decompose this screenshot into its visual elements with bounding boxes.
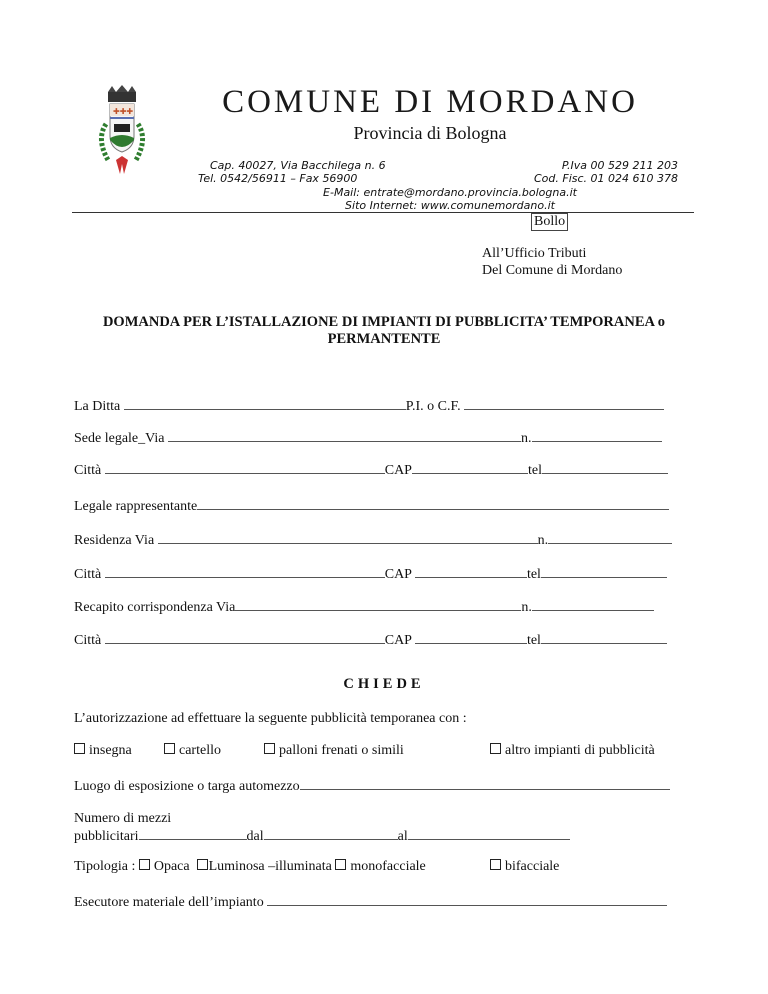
checkbox-icon[interactable] <box>164 743 175 754</box>
sede-via-field[interactable] <box>168 428 521 442</box>
checkbox-icon[interactable] <box>197 859 208 870</box>
option-label: bifacciale <box>505 859 560 874</box>
chiede-heading: CHIEDE <box>343 676 425 692</box>
citta-field-1[interactable] <box>105 460 385 474</box>
tipologia-bifacciale[interactable] <box>490 858 559 875</box>
row-legale <box>74 496 669 515</box>
pi-cf-field[interactable] <box>464 396 664 410</box>
citta-field-3[interactable] <box>105 630 385 644</box>
recapito-via-label: Recapito corrispondenza Via <box>74 600 236 615</box>
option-label: Luminosa –illuminata <box>208 859 332 874</box>
legale-label: Legale rappresentante <box>74 499 198 514</box>
row-tipologia <box>74 858 426 875</box>
tipologia-label: Tipologia : <box>74 859 136 874</box>
recapito-n-field[interactable] <box>532 597 654 611</box>
option-label: monofacciale <box>350 859 426 874</box>
province-subtitle: Provincia di Bologna <box>353 123 507 143</box>
checkbox-icon[interactable] <box>139 859 150 870</box>
codfisc-text: Cod. Fisc. 01 024 610 378 <box>533 172 678 185</box>
tel-label: tel <box>526 567 541 582</box>
tipologia-opaca[interactable] <box>139 859 190 874</box>
checkbox-icon[interactable] <box>264 743 275 754</box>
sede-via-label: Sede legale_Via <box>74 431 165 446</box>
form-title <box>70 314 698 348</box>
esecutore-field[interactable] <box>267 892 667 906</box>
dal-label: dal <box>246 829 264 844</box>
tel-label: tel <box>526 633 541 648</box>
option-cartello[interactable] <box>164 742 221 759</box>
piva-text: P.Iva 00 529 211 203 <box>561 159 678 172</box>
legale-field[interactable] <box>197 496 669 510</box>
checkbox-icon[interactable] <box>490 743 501 754</box>
pi-cf-label: P.I. o C.F. <box>405 399 461 414</box>
option-altro[interactable] <box>490 742 655 759</box>
residenza-n-field[interactable] <box>548 530 672 544</box>
municipality-title: COMUNE DI MORDANO <box>222 84 638 120</box>
tel-field-3[interactable] <box>541 630 667 644</box>
tel-field-1[interactable] <box>542 460 668 474</box>
coat-of-arms-icon <box>78 84 166 184</box>
recipient-line-2: Del Comune di Mordano <box>482 263 623 278</box>
al-field[interactable] <box>408 826 570 840</box>
cap-label: CAP <box>384 463 412 478</box>
tipologia-luminosa[interactable] <box>197 859 332 874</box>
al-label: al <box>397 829 408 844</box>
option-label: cartello <box>179 743 221 758</box>
recapito-n-label: n. <box>521 600 532 615</box>
tel-fax-text: Tel. 0542/56911 – Fax 56900 <box>198 172 358 185</box>
form-title-line-2: PERMANTENTE <box>327 331 441 347</box>
option-label: altro impianti di pubblicità <box>505 743 655 758</box>
row-citta-1 <box>74 460 668 479</box>
row-numero <box>74 826 570 845</box>
row-esecutore <box>74 892 667 911</box>
residenza-via-label: Residenza Via <box>74 533 155 548</box>
row-sede <box>74 428 662 447</box>
citta-label: Città <box>74 567 102 582</box>
row-citta-3 <box>74 630 667 649</box>
checkbox-icon[interactable] <box>335 859 346 870</box>
sede-n-field[interactable] <box>532 428 662 442</box>
luogo-label: Luogo di esposizione o targa automezzo <box>74 779 300 794</box>
tel-label: tel <box>527 463 542 478</box>
option-insegna[interactable] <box>74 742 132 759</box>
option-palloni[interactable] <box>264 742 404 759</box>
option-label: Opaca <box>153 859 190 874</box>
ditta-field[interactable] <box>124 396 406 410</box>
svg-text:✚✚✚: ✚✚✚ <box>113 107 134 116</box>
numero-label-line-1: Numero di mezzi <box>74 811 172 826</box>
checkbox-icon[interactable] <box>490 859 501 870</box>
citta-field-2[interactable] <box>105 564 385 578</box>
cap-label: CAP <box>384 633 412 648</box>
checkbox-icon[interactable] <box>74 743 85 754</box>
cap-field-3[interactable] <box>415 630 527 644</box>
email-text: E-Mail: entrate@mordano.provincia.bologna.it <box>323 186 577 199</box>
option-label: palloni frenati o simili <box>279 743 404 758</box>
row-luogo <box>74 776 670 795</box>
form-title-line-1: DOMANDA PER L’ISTALLAZIONE DI IMPIANTI DI PUBBLICITA’ TEMPORANEA o <box>102 314 666 330</box>
website-text: Sito Internet: www.comunemordano.it <box>345 199 555 212</box>
residenza-n-label: n. <box>537 533 549 548</box>
address-text: Cap. 40027, Via Bacchilega n. 6 <box>210 159 386 172</box>
recapito-via-field[interactable] <box>235 597 521 611</box>
cap-label: CAP <box>384 567 412 582</box>
recipient-line-1: All’Ufficio Tributi <box>482 246 587 261</box>
bollo-stamp-box: Bollo <box>531 213 568 231</box>
numero-label-line-2: pubblicitari <box>74 829 139 844</box>
row-citta-2 <box>74 564 667 583</box>
option-label: insegna <box>89 743 132 758</box>
citta-label: Città <box>74 463 102 478</box>
luogo-field[interactable] <box>300 776 670 790</box>
citta-label: Città <box>74 633 102 648</box>
row-ditta <box>74 396 664 415</box>
dal-field[interactable] <box>264 826 398 840</box>
esecutore-label: Esecutore materiale dell’impianto <box>74 895 264 910</box>
sede-n-label: n. <box>521 431 532 446</box>
row-residenza <box>74 530 672 549</box>
tipologia-monofacciale[interactable] <box>335 859 425 874</box>
request-text: L’autorizzazione ad effettuare la seguente pubblicità temporanea con : <box>74 711 467 726</box>
residenza-via-field[interactable] <box>158 530 538 544</box>
cap-field-2[interactable] <box>415 564 527 578</box>
cap-field-1[interactable] <box>412 460 528 474</box>
numero-field[interactable] <box>139 826 247 840</box>
tel-field-2[interactable] <box>541 564 667 578</box>
header-divider <box>72 212 694 213</box>
row-recapito <box>74 597 654 616</box>
ditta-label: La Ditta <box>74 399 121 414</box>
